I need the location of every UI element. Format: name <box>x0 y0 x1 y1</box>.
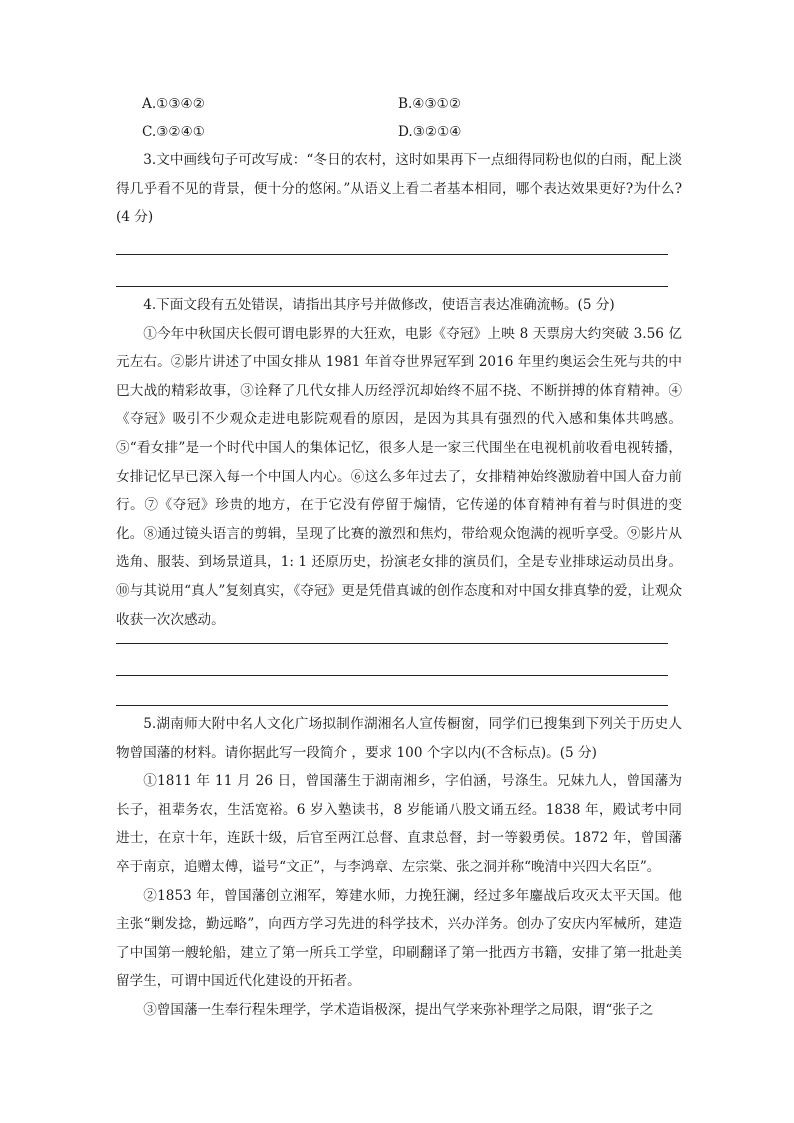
question-4 <box>116 291 682 634</box>
option-b: B.④③①② <box>398 96 462 112</box>
question-3-text: 3.文中画线句子可改写成：“冬日的农村，这时如果再下一点细得同粉也似的白雨，配上淡得几乎看不见的背景，便十分的悠闲。”从语义上看二者基本相同，哪个表达效果更好?为什么?(4 分) <box>116 152 682 226</box>
question-5-para-1: ①1811 年 11 月 26 日，曾国藩生于湖南湘乡，字伯涵，号涤生。兄妹九人，曾国藩为长子，祖辈务农，生活宽裕。6 岁入塾读书，8 岁能诵八股文诵五经。1838 年，殿试考中同进士，在京十年，连跃十级，后官至两江总督、直隶总督，封一等毅勇侯。1872 年，曾国藩卒于南京，追赠太傅，谥号“文正”，与李鸿章、左宗棠、张之洞并称“晚清中兴四大名臣”。 <box>116 773 682 875</box>
question-5-para-2: ②1853 年，曾国藩创立湘军，筹建水师，力挽狂澜，经过多年鏖战后攻灭太平天国。他主张“剿发捻，勤远略”，向西方学习先进的科学技术，兴办洋务。创办了安庆内军械所，建造了中国第一艘轮船，建立了第一所兵工学堂，印刷翻译了第一批西方书籍，安排了第一批赴美留学生，可谓中国近代化建设的开拓者。 <box>116 887 682 990</box>
answer-line[interactable] <box>116 254 668 255</box>
question-3 <box>116 146 682 232</box>
answer-line[interactable] <box>116 675 668 676</box>
question-5 <box>116 710 682 1025</box>
answer-line[interactable] <box>116 286 668 287</box>
answer-line[interactable] <box>116 643 668 644</box>
question-4-passage: ①今年中秋国庆长假可谓电影界的大狂欢，电影《夺冠》上映 8 天票房大约突破 3.56 亿元左右。②影片讲述了中国女排从 1981 年首夺世界冠军到 2016 年里约奥运会生死与共的中巴大战的精彩故事，③诠释了几代女排人历经浮沉却始终不屈不挠、不断拼搏的体育精神。④《夺冠》吸引不少观众走进电影院观看的原因，是因为其具有强烈的代入感和集体共鸣感。⑤“看女排”是一个时代中国人的集体记忆，很多人是一家三代围坐在电视机前收看电视转播，女排记忆早已深入每一个中国人内心。⑥这么多年过去了，女排精神始终激励着中国人奋力前行。⑦《夺冠》珍贵的地方，在于它没有停留于煽情，它传递的体育精神有着与时俱进的变化。⑧通过镜头语言的剪辑，呈现了比赛的激烈和焦灼，带给观众饱满的视听享受。⑨影片从选角、服装、到场景道具，1: 1 还原历史，扮演老女排的演员们，全是专业排球运动员出身。⑩与其说用“真人”复刻真实，《夺冠》更是凭借真诚的创作态度和对中国女排真挚的爱，让观众收获一次次感动。 <box>116 325 682 628</box>
question-5-title: 5.湖南师大附中名人文化广场拟制作湖湘名人宣传橱窗，同学们已搜集到下列关于历史人物曾国藩的材料。请你据此写一段简介 ，要求 100 个字以内(不含标点)。(5 分) <box>116 716 682 761</box>
question-5-para-3: ③曾国藩一生奉行程朱理学，学术造诣极深，提出气学来弥补理学之局限，谓“张子之 <box>143 1001 654 1018</box>
question-4-title: 4.下面文段有五处错误，请指出其序号并做修改，使语言表达准确流畅。(5 分) <box>143 297 615 313</box>
option-c: C.③②④① <box>142 124 205 140</box>
option-a: A.①③④② <box>142 96 205 112</box>
option-d: D.③②①④ <box>398 124 462 140</box>
answer-line[interactable] <box>116 705 668 706</box>
